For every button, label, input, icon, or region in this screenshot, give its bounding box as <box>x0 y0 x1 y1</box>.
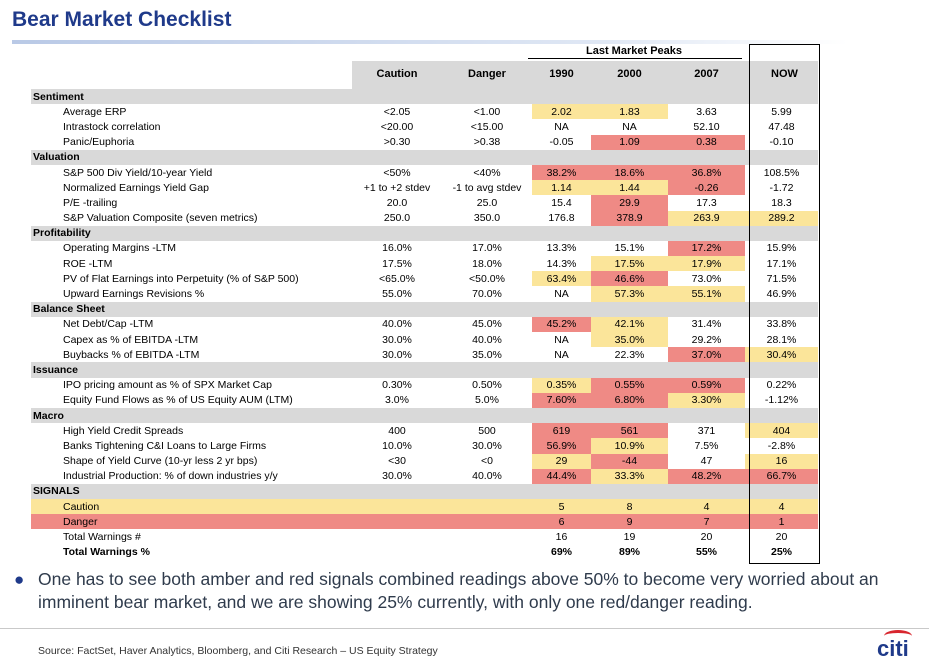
section-filler-caution <box>352 89 442 104</box>
section-filler-1990 <box>532 484 591 499</box>
section-filler-caution <box>352 226 442 241</box>
section-filler-caution <box>352 362 442 377</box>
cell-caution: <20.00 <box>380 120 414 133</box>
signal-row <box>31 499 818 514</box>
cell-danger: -1 to avg stdev <box>452 181 522 194</box>
signal-cell-now: 25% <box>770 546 792 559</box>
citi-logo: citi <box>877 636 909 661</box>
cell-1990: 0.35% <box>532 378 591 393</box>
section-filler-danger <box>442 484 532 499</box>
cell-now: 30.4% <box>745 347 818 362</box>
table-row <box>31 195 818 210</box>
section-row <box>31 150 818 165</box>
section-filler-2000 <box>591 150 668 165</box>
section-row <box>31 484 818 499</box>
row-label: Net Debt/Cap -LTM <box>63 318 154 331</box>
signal-cell-2000: 9 <box>591 514 668 529</box>
cell-1990: 13.3% <box>546 242 577 255</box>
section-filler-caution <box>352 484 442 499</box>
group-header-last-market-peaks: Last Market Peaks <box>586 45 682 57</box>
row-label: Normalized Earnings Yield Gap <box>63 181 209 194</box>
cell-1990: 38.2% <box>532 165 591 180</box>
section-filler-1990 <box>532 302 591 317</box>
section-filler-danger <box>442 362 532 377</box>
signal-cell-danger <box>442 499 532 514</box>
cell-2007: -0.26 <box>668 180 745 195</box>
signal-cell-2007: 20 <box>700 531 713 544</box>
cell-now: 17.1% <box>766 257 797 270</box>
cell-1990: NA <box>554 333 569 346</box>
signal-cell-caution <box>352 514 442 529</box>
section-label: Valuation <box>31 150 352 165</box>
section-filler-2000 <box>591 362 668 377</box>
section-filler-2007 <box>668 150 745 165</box>
row-label: PV of Flat Earnings into Perpetuity (% of S&P 500) <box>63 272 299 285</box>
cell-1990: 2.02 <box>532 104 591 119</box>
cell-now: 47.48 <box>768 120 795 133</box>
signal-cell-caution <box>352 499 442 514</box>
section-filler-caution <box>352 150 442 165</box>
section-filler-2007 <box>668 226 745 241</box>
cell-1990: 1.14 <box>532 180 591 195</box>
cell-now: 46.9% <box>766 288 797 301</box>
cell-now: 108.5% <box>763 166 800 179</box>
table-row <box>31 454 818 469</box>
cell-danger: 17.0% <box>472 242 502 255</box>
cell-caution: 10.0% <box>382 439 412 452</box>
row-label: ROE -LTM <box>63 257 113 270</box>
section-filler-1990 <box>532 89 591 104</box>
section-filler-2007 <box>668 89 745 104</box>
signal-cell-1990: 6 <box>532 514 591 529</box>
section-label: Profitability <box>31 226 352 241</box>
signal-row <box>31 514 818 529</box>
section-label: Sentiment <box>31 89 352 104</box>
section-filler-2007 <box>668 484 745 499</box>
signal-label: Danger <box>31 514 352 529</box>
cell-2007: 29.2% <box>691 333 722 346</box>
cell-1990: 44.4% <box>532 469 591 484</box>
cell-2007: 48.2% <box>668 469 745 484</box>
cell-1990: 15.4 <box>551 196 572 209</box>
cell-2007: 47 <box>700 455 713 468</box>
cell-danger: <15.00 <box>470 120 504 133</box>
signal-cell-2000: 19 <box>623 531 636 544</box>
section-filler-2000 <box>591 408 668 423</box>
cell-1990: 7.60% <box>532 393 591 408</box>
cell-caution: 30.0% <box>382 348 412 361</box>
section-filler-danger <box>442 302 532 317</box>
table-row <box>31 469 818 484</box>
cell-2000: 1.09 <box>591 135 668 150</box>
table-row <box>31 286 818 301</box>
cell-danger: 500 <box>478 424 496 437</box>
section-filler-1990 <box>532 150 591 165</box>
section-filler-2007 <box>668 362 745 377</box>
signal-cell-caution <box>352 529 442 544</box>
cell-2007: 263.9 <box>668 211 745 226</box>
cell-danger: <50.0% <box>469 272 505 285</box>
cell-2007: 17.9% <box>668 256 745 271</box>
row-label: IPO pricing amount as % of SPX Market Cap <box>63 379 272 392</box>
signal-label: Caution <box>31 499 352 514</box>
section-filler-danger <box>442 408 532 423</box>
section-label: Issuance <box>31 362 352 377</box>
column-header-2000: 2000 <box>617 68 642 80</box>
cell-danger: >0.38 <box>473 136 501 149</box>
cell-1990: NA <box>554 120 569 133</box>
row-label: High Yield Credit Spreads <box>63 424 184 437</box>
cell-danger: 35.0% <box>472 348 502 361</box>
cell-2000: 33.3% <box>591 469 668 484</box>
cell-2007: 17.3 <box>696 196 717 209</box>
cell-2007: 7.5% <box>694 439 719 452</box>
cell-1990: 14.3% <box>546 257 577 270</box>
signal-cell-2007: 55% <box>695 546 717 559</box>
cell-now: 66.7% <box>745 469 818 484</box>
row-label: Industrial Production: % of down industries y/y <box>63 470 278 483</box>
cell-2000: 378.9 <box>591 211 668 226</box>
signal-row <box>31 529 818 544</box>
signal-cell-danger <box>442 545 532 560</box>
cell-2000: -44 <box>591 454 668 469</box>
cell-2007: 0.38 <box>668 135 745 150</box>
cell-1990: 63.4% <box>532 271 591 286</box>
checklist-table <box>31 89 818 560</box>
table-row <box>31 393 818 408</box>
section-label: Balance Sheet <box>31 302 352 317</box>
cell-danger: <40% <box>473 166 501 179</box>
cell-2000: 22.3% <box>614 348 645 361</box>
table-row <box>31 241 818 256</box>
section-filler-2000 <box>591 226 668 241</box>
cell-now: 5.99 <box>771 105 792 118</box>
section-row <box>31 302 818 317</box>
signal-cell-danger <box>442 514 532 529</box>
cell-2000: 1.83 <box>591 104 668 119</box>
signal-cell-now: 1 <box>745 514 818 529</box>
section-label: SIGNALS <box>31 484 352 499</box>
signal-cell-1990: 16 <box>555 531 568 544</box>
table-row <box>31 104 818 119</box>
page-title: Bear Market Checklist <box>12 8 232 31</box>
cell-now: 18.3 <box>771 196 792 209</box>
cell-caution: 40.0% <box>382 318 412 331</box>
cell-danger: <0 <box>481 455 493 468</box>
cell-caution: 3.0% <box>385 394 409 407</box>
cell-2007: 31.4% <box>691 318 722 331</box>
cell-danger: 40.0% <box>472 333 502 346</box>
cell-2000: 18.6% <box>591 165 668 180</box>
cell-2000: 1.44 <box>591 180 668 195</box>
cell-2000: NA <box>622 120 637 133</box>
row-label: Capex as % of EBITDA -LTM <box>63 333 199 346</box>
cell-2007: 52.10 <box>693 120 720 133</box>
signal-cell-2000: 8 <box>591 499 668 514</box>
cell-danger: 18.0% <box>472 257 502 270</box>
table-row <box>31 332 818 347</box>
section-filler-2007 <box>668 408 745 423</box>
source-note: Source: FactSet, Haver Analytics, Bloomberg, and Citi Research – US Equity Strategy <box>38 645 438 657</box>
signal-label: Total Warnings % <box>63 546 150 559</box>
cell-caution: 250.0 <box>383 212 411 225</box>
cell-2007: 3.63 <box>696 105 717 118</box>
cell-caution: 30.0% <box>382 470 412 483</box>
cell-caution: 55.0% <box>382 288 412 301</box>
section-row <box>31 226 818 241</box>
signal-label: Total Warnings # <box>63 531 141 544</box>
signal-cell-1990: 5 <box>532 499 591 514</box>
table-row <box>31 180 818 195</box>
row-label: Panic/Euphoria <box>63 136 135 149</box>
cell-1990: NA <box>554 348 569 361</box>
cell-2007: 73.0% <box>691 272 722 285</box>
cell-now: 33.8% <box>766 318 797 331</box>
cell-danger: 0.50% <box>472 379 502 392</box>
section-filler-2000 <box>591 484 668 499</box>
bullet-dot-icon: ● <box>14 570 25 589</box>
section-filler-danger <box>442 226 532 241</box>
cell-danger: 70.0% <box>472 288 502 301</box>
signal-cell-now: 20 <box>775 531 788 544</box>
column-header-2007: 2007 <box>694 68 719 80</box>
group-header-rule <box>528 58 742 59</box>
section-filler-1990 <box>532 408 591 423</box>
cell-2000: 10.9% <box>591 438 668 453</box>
section-row <box>31 408 818 423</box>
cell-2007: 3.30% <box>668 393 745 408</box>
cell-now: 16 <box>745 454 818 469</box>
table-row <box>31 423 818 438</box>
section-filler-2000 <box>591 302 668 317</box>
cell-1990: NA <box>554 288 569 301</box>
cell-caution: <2.05 <box>383 105 411 118</box>
cell-1990: 619 <box>532 423 591 438</box>
cell-2000: 6.80% <box>591 393 668 408</box>
signal-cell-2007: 7 <box>668 514 745 529</box>
table-row <box>31 165 818 180</box>
cell-2007: 371 <box>697 424 716 437</box>
section-filler-1990 <box>532 362 591 377</box>
title-underline <box>12 40 848 44</box>
cell-danger: <1.00 <box>473 105 501 118</box>
cell-now: -0.10 <box>769 136 794 149</box>
cell-caution: 20.0 <box>386 196 408 209</box>
commentary-text: One has to see both amber and red signals combined readings above 50% to become very worried about an imminent bear market, and we are showing 25% currently, with only one red/danger reading. <box>38 569 879 612</box>
column-header-danger: Danger <box>468 68 506 80</box>
signal-cell-caution <box>352 545 442 560</box>
column-header-now: NOW <box>771 68 798 80</box>
cell-now: 28.1% <box>766 333 797 346</box>
cell-caution: <65.0% <box>379 272 415 285</box>
cell-1990: -0.05 <box>549 136 574 149</box>
cell-now: -1.72 <box>769 181 794 194</box>
row-label: S&P Valuation Composite (seven metrics) <box>63 212 258 225</box>
cell-2000: 15.1% <box>614 242 645 255</box>
signal-row <box>31 545 818 560</box>
signal-cell-now: 4 <box>745 499 818 514</box>
table-row <box>31 119 818 134</box>
section-row <box>31 89 818 104</box>
cell-caution: 400 <box>388 424 406 437</box>
cell-1990: 56.9% <box>532 438 591 453</box>
signal-cell-1990: 69% <box>550 546 572 559</box>
table-row <box>31 256 818 271</box>
row-label: Equity Fund Flows as % of US Equity AUM (LTM) <box>63 394 293 407</box>
row-label: Average ERP <box>63 105 127 118</box>
cell-caution: <30 <box>388 455 406 468</box>
row-label: Upward Earnings Revisions % <box>63 288 205 301</box>
column-header-1990: 1990 <box>549 68 574 80</box>
cell-danger: 40.0% <box>472 470 502 483</box>
cell-2007: 36.8% <box>668 165 745 180</box>
section-filler-2007 <box>668 302 745 317</box>
table-row <box>31 347 818 362</box>
cell-now: -1.12% <box>764 394 799 407</box>
now-column-outline <box>749 44 820 564</box>
table-row <box>31 211 818 226</box>
cell-2000: 42.1% <box>591 317 668 332</box>
section-row <box>31 362 818 377</box>
cell-caution: >0.30 <box>383 136 411 149</box>
column-header-caution: Caution <box>376 68 418 80</box>
section-filler-danger <box>442 89 532 104</box>
cell-now: 404 <box>745 423 818 438</box>
cell-caution: 0.30% <box>382 379 412 392</box>
section-filler-2000 <box>591 89 668 104</box>
table-row <box>31 378 818 393</box>
cell-2000: 0.55% <box>591 378 668 393</box>
signal-cell-danger <box>442 529 532 544</box>
table-row <box>31 317 818 332</box>
cell-2000: 17.5% <box>591 256 668 271</box>
cell-2000: 561 <box>591 423 668 438</box>
cell-1990: 29 <box>532 454 591 469</box>
section-filler-1990 <box>532 226 591 241</box>
row-label: S&P 500 Div Yield/10-year Yield <box>63 166 213 179</box>
cell-now: 289.2 <box>745 211 818 226</box>
cell-caution: 30.0% <box>382 333 412 346</box>
cell-now: 0.22% <box>766 379 797 392</box>
row-label: Buybacks % of EBITDA -LTM <box>63 348 200 361</box>
cell-caution: <50% <box>383 166 411 179</box>
cell-1990: 176.8 <box>548 212 575 225</box>
row-label: Shape of Yield Curve (10-yr less 2 yr bps) <box>63 455 258 468</box>
footer-divider <box>0 628 929 629</box>
cell-2000: 46.6% <box>591 271 668 286</box>
row-label: Banks Tightening C&I Loans to Large Firms <box>63 439 267 452</box>
cell-danger: 350.0 <box>473 212 501 225</box>
cell-2007: 0.59% <box>668 378 745 393</box>
cell-1990: 45.2% <box>532 317 591 332</box>
cell-danger: 45.0% <box>472 318 502 331</box>
cell-now: 15.9% <box>766 242 797 255</box>
table-row <box>31 271 818 286</box>
cell-caution: +1 to +2 stdev <box>363 181 431 194</box>
cell-caution: 17.5% <box>382 257 412 270</box>
section-filler-danger <box>442 150 532 165</box>
cell-2007: 17.2% <box>668 241 745 256</box>
cell-now: -2.8% <box>767 439 796 452</box>
cell-danger: 5.0% <box>475 394 499 407</box>
table-row <box>31 135 818 150</box>
signal-cell-2000: 89% <box>618 546 640 559</box>
cell-now: 71.5% <box>766 272 797 285</box>
section-filler-caution <box>352 408 442 423</box>
cell-2000: 29.9 <box>591 195 668 210</box>
signal-cell-2007: 4 <box>668 499 745 514</box>
cell-danger: 25.0 <box>476 196 498 209</box>
row-label: Operating Margins -LTM <box>63 242 177 255</box>
section-label: Macro <box>31 408 352 423</box>
cell-danger: 30.0% <box>472 439 502 452</box>
row-label: P/E -trailing <box>63 196 118 209</box>
table-row <box>31 438 818 453</box>
row-label: Intrastock correlation <box>63 120 161 133</box>
section-filler-caution <box>352 302 442 317</box>
cell-2000: 35.0% <box>591 332 668 347</box>
cell-2000: 57.3% <box>591 286 668 301</box>
cell-2007: 37.0% <box>668 347 745 362</box>
cell-2007: 55.1% <box>668 286 745 301</box>
cell-caution: 16.0% <box>382 242 412 255</box>
